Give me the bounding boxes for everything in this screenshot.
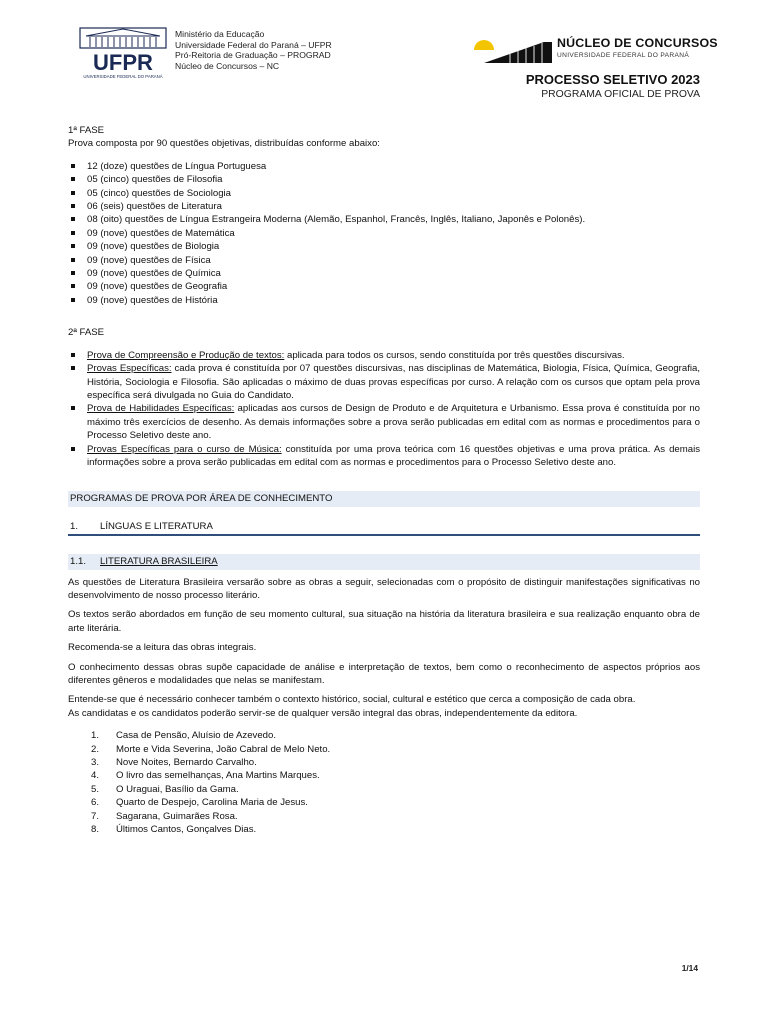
list-item: 09 (nove) questões de Matemática <box>68 227 700 240</box>
programs-band-heading: PROGRAMAS DE PROVA POR ÁREA DE CONHECIMENTO <box>68 491 700 506</box>
item-text: constituída por uma prova teórica com 16 questões objetivas e uma prova prática. As demais informações sobre a prova serão publicadas em edital com as normas e procedimentos para o Processo Seletivo deste ano. <box>87 443 700 468</box>
list-item: 2. Morte e Vida Severina, João Cabral de Melo Neto. <box>91 743 331 755</box>
section-title: LÍNGUAS E LITERATURA <box>100 520 213 532</box>
institution-line: Núcleo de Concursos – NC <box>175 60 280 71</box>
list-item: 5. O Uraguai, Basílio da Gama. <box>91 783 239 795</box>
list-item: 09 (nove) questões de Química <box>68 267 700 280</box>
list-item <box>68 443 700 470</box>
list-item: 09 (nove) questões de História <box>68 294 700 307</box>
bullet-icon <box>71 353 75 357</box>
item-text: aplicada para todos os cursos, sendo constituída por três questões discursivas. <box>284 349 625 361</box>
paragraph: Recomenda-se a leitura das obras integrais. <box>68 642 257 654</box>
fase1-heading: 1ª FASE <box>68 125 105 136</box>
item-title: Prova de Compreensão e Produção de textos: <box>87 349 285 361</box>
page-number: 1/14 <box>681 963 698 973</box>
subsection-number: 1.1. <box>70 556 87 568</box>
item-title: Provas Específicas: <box>87 363 172 375</box>
list-item: 06 (seis) questões de Literatura <box>68 200 700 213</box>
paragraph: O conhecimento dessas obras supõe capacidade de análise e interpretação de textos, bem como o reconhecimento de aspectos próprios aos diferentes gêneros e modalidades que nelas se manifestam. <box>68 661 700 686</box>
bullet-icon <box>71 177 75 181</box>
item-title: Provas Específicas para o curso de Música: <box>87 443 282 455</box>
list-item: 09 (nove) questões de Geografia <box>68 280 700 293</box>
list-item: 05 (cinco) questões de Filosofia <box>68 173 700 186</box>
paragraph: As questões de Literatura Brasileira versarão sobre as obras a seguir, selecionadas com o propósito de distinguir manifestações significativas no desenvolvimento de nosso processo literário. <box>68 576 700 601</box>
svg-text:UNIVERSIDADE FEDERAL DO PARANÁ: UNIVERSIDADE FEDERAL DO PARANÁ <box>83 74 163 79</box>
fase2-heading: 2ª FASE <box>68 327 105 339</box>
nc-subtitle: UNIVERSIDADE FEDERAL DO PARANÁ <box>557 52 690 59</box>
bullet-icon <box>71 284 75 288</box>
svg-text:UFPR: UFPR <box>93 50 153 75</box>
list-item: 1. Casa de Pensão, Aluísio de Azevedo. <box>91 730 277 742</box>
section-number: 1. <box>70 520 79 532</box>
bullet-icon <box>71 244 75 248</box>
subsection-heading <box>68 554 700 569</box>
bullet-icon <box>71 258 75 262</box>
bullet-icon <box>71 231 75 235</box>
works-list <box>68 729 700 836</box>
bullet-icon <box>71 271 75 275</box>
bullet-icon <box>71 298 75 302</box>
fase2-list <box>68 349 700 470</box>
fase1-intro: Prova composta por 90 questões objetivas, distribuídas conforme abaixo: <box>68 138 380 150</box>
paragraph: Os textos serão abordados em função de seu momento cultural, sua situação na história da literatura brasileira e sua realização enquanto obra de arte literária. <box>68 609 700 634</box>
main-content <box>68 124 700 836</box>
paragraph: As candidatas e os candidatos poderão servir-se de qualquer versão integral das obras, independentemente da editora. <box>68 707 578 719</box>
ufpr-logo <box>76 26 170 80</box>
list-item: 09 (nove) questões de Biologia <box>68 240 700 253</box>
list-item: 05 (cinco) questões de Sociologia <box>68 187 700 200</box>
item-text: cada prova é constituída por 07 questões discursivas, nas disciplinas de Matemática, Biologia, Física, Química, Geografia, História, Sociologia e Filosofia. São aplicadas o máximo de duas provas específicas por curso. A relação com os cursos que optam pela prova específica será divulgada no Guia do Candidato. <box>87 363 700 401</box>
list-item: 7. Sagarana, Guimarães Rosa. <box>91 810 238 822</box>
bullet-icon <box>71 217 75 221</box>
bullet-icon <box>71 406 75 410</box>
bullet-icon <box>71 164 75 168</box>
bullet-icon <box>71 204 75 208</box>
list-item: 08 (oito) questões de Língua Estrangeira Moderna (Alemão, Espanhol, Francês, Inglês, Italiano, Japonês e Polonês). <box>68 213 700 226</box>
list-item <box>68 362 700 402</box>
list-item: 3. Nove Noites, Bernardo Carvalho. <box>91 757 257 769</box>
bullet-icon <box>71 366 75 370</box>
list-item <box>68 402 700 442</box>
list-item: 12 (doze) questões de Língua Portuguesa <box>68 160 700 173</box>
item-title: Prova de Habilidades Específicas: <box>87 403 235 415</box>
fase1-list <box>68 160 700 307</box>
nucleo-concursos-logo <box>470 36 552 64</box>
institution-line: Universidade Federal do Paraná – UFPR <box>175 39 332 50</box>
nc-title: NÚCLEO DE CONCURSOS <box>557 36 718 50</box>
item-text: aplicadas aos cursos de Design de Produto e de Arquitetura e Urbanismo. Essa prova é constituída por no máximo três exercícios de desenho. As demais informações sobre a prova serão publicadas em edital com as normas e procedimentos para o Processo Seletivo deste ano. <box>87 403 700 442</box>
institution-line: Pró-Reitoria de Graduação – PROGRAD <box>175 50 331 61</box>
list-item: 8. Últimos Cantos, Gonçalves Dias. <box>91 824 257 836</box>
institution-line: Ministério da Educação <box>175 29 265 39</box>
process-subtitle: PROGRAMA OFICIAL DE PROVA <box>541 89 700 100</box>
list-item: 4. O livro das semelhanças, Ana Martins Marques. <box>91 770 320 782</box>
list-item <box>68 349 700 362</box>
process-title: PROCESSO SELETIVO 2023 <box>525 72 700 87</box>
bullet-icon <box>71 447 75 451</box>
list-item: 6. Quarto de Despejo, Carolina Maria de Jesus. <box>91 797 308 809</box>
section-heading <box>68 519 700 536</box>
paragraph: Entende-se que é necessário conhecer também o contexto histórico, social, cultural e estético que cerca a composição de cada obra. <box>68 694 636 706</box>
bullet-icon <box>71 191 75 195</box>
institution-lines <box>175 29 332 71</box>
subsection-title: LITERATURA BRASILEIRA <box>100 556 218 568</box>
list-item: 09 (nove) questões de Física <box>68 254 700 267</box>
